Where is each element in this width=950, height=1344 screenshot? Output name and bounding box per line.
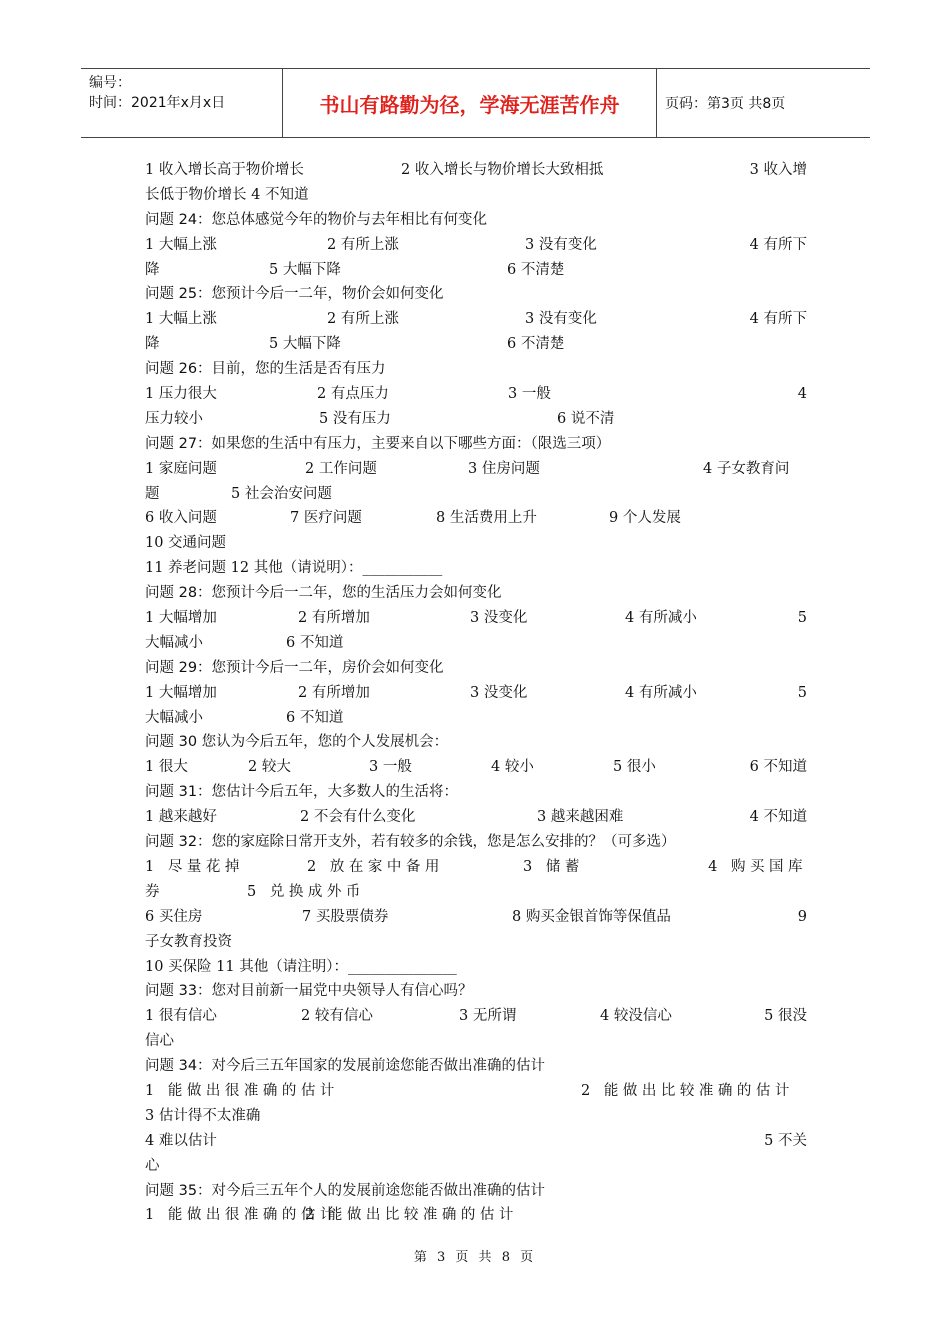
answer-option: 1 能做出很准确的估计	[145, 1082, 339, 1099]
answer-option: 1 尽量花掉	[145, 858, 244, 875]
option-row	[145, 1203, 807, 1228]
option-row	[145, 158, 807, 183]
option-line: 心	[145, 1157, 160, 1174]
answer-option: 降	[145, 261, 160, 278]
answer-option: 6 不知道	[286, 709, 344, 726]
answer-option: 4 子女教育问	[703, 460, 790, 477]
question-title: 问题 26：目前，您的生活是否有压力	[145, 361, 386, 378]
question-title: 问题 34：对今后三五年国家的发展前途您能否做出准确的估计	[145, 1058, 546, 1075]
answer-option: 1 大幅增加	[145, 610, 217, 627]
answer-option: 7 买股票债券	[302, 908, 389, 925]
answer-option: 2 能做出比较准确的估计	[581, 1082, 794, 1099]
answer-option: 券	[145, 883, 164, 900]
option-row	[145, 1129, 807, 1154]
option-row	[145, 506, 807, 531]
answer-option: 1 大幅上涨	[145, 311, 217, 328]
answer-option: 6 不知道	[749, 759, 807, 776]
answer-option: 9 个人发展	[609, 510, 681, 527]
answer-option: 2 能做出比较准确的估计	[305, 1207, 518, 1224]
option-row	[145, 258, 807, 283]
option-row	[145, 606, 807, 631]
answer-option: 4 较没信心	[600, 1008, 672, 1025]
question-title: 问题 28：您预计今后一二年，您的生活压力会如何变化	[145, 585, 502, 602]
question-title: 问题 33：您对目前新一届党中央领导人有信心吗？	[145, 983, 473, 1000]
answer-option: 2 有点压力	[317, 386, 389, 403]
document-date-label: 时间：2021年x月x日	[89, 95, 226, 111]
answer-option: 2 有所增加	[298, 684, 370, 701]
header-page-number: 页码：第3页 共8页	[665, 96, 786, 112]
answer-option: 5 没有压力	[319, 410, 391, 427]
option-row	[145, 307, 807, 332]
option-row	[145, 382, 807, 407]
answer-option: 压力较小	[145, 410, 203, 427]
answer-option: 3 没变化	[470, 610, 528, 627]
answer-option: 8 生活费用上升	[436, 510, 537, 527]
question-title: 问题 25：您预计今后一二年，物价会如何变化	[145, 286, 444, 303]
answer-option: 降	[145, 336, 160, 353]
answer-option: 4 购买国库	[708, 858, 807, 875]
answer-option: 4 有所减小	[625, 610, 697, 627]
option-line: 10 交通问题	[145, 535, 227, 552]
answer-option: 3 无所谓	[459, 1008, 517, 1025]
option-row	[145, 681, 807, 706]
answer-option: 6 不知道	[286, 634, 344, 651]
answer-option: 1 家庭问题	[145, 460, 217, 477]
option-row	[145, 407, 807, 432]
option-line: 子女教育投资	[145, 933, 232, 950]
answer-option: 1 大幅上涨	[145, 236, 217, 253]
answer-option: 4 有所减小	[625, 684, 697, 701]
option-line: 11 养老问题 12 其他（请说明）：___________	[145, 560, 443, 577]
answer-option: 5 大幅下降	[269, 261, 341, 278]
question-title: 问题 35：对今后三五年个人的发展前途您能否做出准确的估计	[145, 1182, 546, 1199]
answer-option: 6 不清楚	[507, 336, 565, 353]
questionnaire-body	[145, 158, 807, 1228]
answer-option: 2 有所上涨	[327, 236, 399, 253]
answer-option: 5 很没	[764, 1008, 807, 1025]
question-title: 问题 32：您的家庭除日常开支外，若有较多的余钱，您是怎么安排的？（可多选）	[145, 834, 676, 851]
answer-option: 2 工作问题	[305, 460, 377, 477]
option-row	[145, 1079, 807, 1104]
answer-option: 大幅减小	[145, 634, 203, 651]
option-row	[145, 706, 807, 731]
answer-option: 7 医疗问题	[290, 510, 362, 527]
option-row	[145, 457, 807, 482]
answer-option: 6 不清楚	[507, 261, 565, 278]
option-row	[145, 332, 807, 357]
answer-option: 5	[797, 610, 807, 627]
option-row	[145, 880, 807, 905]
option-row	[145, 1004, 807, 1029]
header-motto: 书山有路勤为径，学海无涯苦作舟	[282, 69, 657, 137]
option-row	[145, 233, 807, 258]
answer-option: 2 不会有什么变化	[300, 809, 416, 826]
option-line: 3 估计得不太准确	[145, 1107, 261, 1124]
answer-option: 3 越来越困难	[537, 809, 624, 826]
page-header	[81, 68, 870, 138]
answer-option: 1 能做出很准确的估计	[145, 1207, 339, 1224]
question-title: 问题 29：您预计今后一二年，房价会如何变化	[145, 659, 444, 676]
answer-option: 4 不知道	[749, 809, 807, 826]
answer-option: 5	[797, 684, 807, 701]
answer-option: 5 兑换成外币	[247, 883, 365, 900]
answer-option: 5 很小	[613, 759, 656, 776]
option-line: 信心	[145, 1033, 174, 1050]
question-title: 问题 31：您估计今后五年，大多数人的生活将：	[145, 784, 459, 801]
question-title: 问题 30 您认为今后五年，您的个人发展机会：	[145, 734, 449, 751]
header-info	[81, 69, 282, 137]
answer-option: 6 说不清	[557, 410, 615, 427]
answer-option: 5 社会治安问题	[231, 485, 332, 502]
answer-option: 1 很大	[145, 759, 188, 776]
answer-option: 2 有所增加	[298, 610, 370, 627]
answer-option: 2 有所上涨	[327, 311, 399, 328]
answer-option: 4 较小	[491, 759, 534, 776]
question-title: 问题 27：如果您的生活中有压力，主要来自以下哪些方面：（限选三项）	[145, 435, 611, 452]
answer-option: 1 压力很大	[145, 386, 217, 403]
answer-option: 5 大幅下降	[269, 336, 341, 353]
answer-option: 4	[797, 386, 807, 403]
option-row	[145, 805, 807, 830]
answer-option: 8 购买金银首饰等保值品	[512, 908, 671, 925]
answer-option: 3 没有变化	[525, 236, 597, 253]
answer-option: 3 一般	[508, 386, 551, 403]
option-line: 长低于物价增长 4 不知道	[145, 186, 309, 203]
answer-option: 3 没变化	[470, 684, 528, 701]
option-row	[145, 755, 807, 780]
answer-option: 3 一般	[369, 759, 412, 776]
option-row	[145, 905, 807, 930]
answer-option: 4 有所下	[749, 236, 807, 253]
answer-option: 1 很有信心	[145, 1008, 217, 1025]
answer-option: 3 储蓄	[523, 858, 584, 875]
answer-option: 3 没有变化	[525, 311, 597, 328]
answer-option: 2 收入增长与物价增长大致相抵	[401, 162, 604, 178]
answer-option: 大幅减小	[145, 709, 203, 726]
page-footer: 第 3 页 共 8 页	[413, 1250, 537, 1265]
answer-option: 题	[145, 485, 160, 502]
option-row	[145, 482, 807, 507]
answer-option: 2 较有信心	[301, 1008, 373, 1025]
answer-option: 6 买住房	[145, 908, 203, 925]
answer-option: 1 大幅增加	[145, 684, 217, 701]
answer-option: 9	[797, 908, 807, 925]
option-line: 10 买保险 11 其他（请注明）：_______________	[145, 958, 457, 975]
question-title: 问题 24：您总体感觉今年的物价与去年相比有何变化	[145, 211, 488, 228]
answer-option: 4 难以估计	[145, 1132, 217, 1149]
answer-option: 2 放在家中备用	[307, 858, 444, 875]
answer-option: 3 收入增	[749, 162, 807, 178]
answer-option: 1 收入增长高于物价增长	[145, 162, 304, 178]
answer-option: 5 不关	[764, 1132, 807, 1149]
answer-option: 1 越来越好	[145, 809, 217, 826]
answer-option: 6 收入问题	[145, 510, 217, 527]
document-number-label: 编号：	[89, 75, 131, 91]
answer-option: 2 较大	[248, 759, 291, 776]
answer-option: 4 有所下	[749, 311, 807, 328]
answer-option: 3 住房问题	[468, 460, 540, 477]
option-row	[145, 631, 807, 656]
option-row	[145, 855, 807, 880]
